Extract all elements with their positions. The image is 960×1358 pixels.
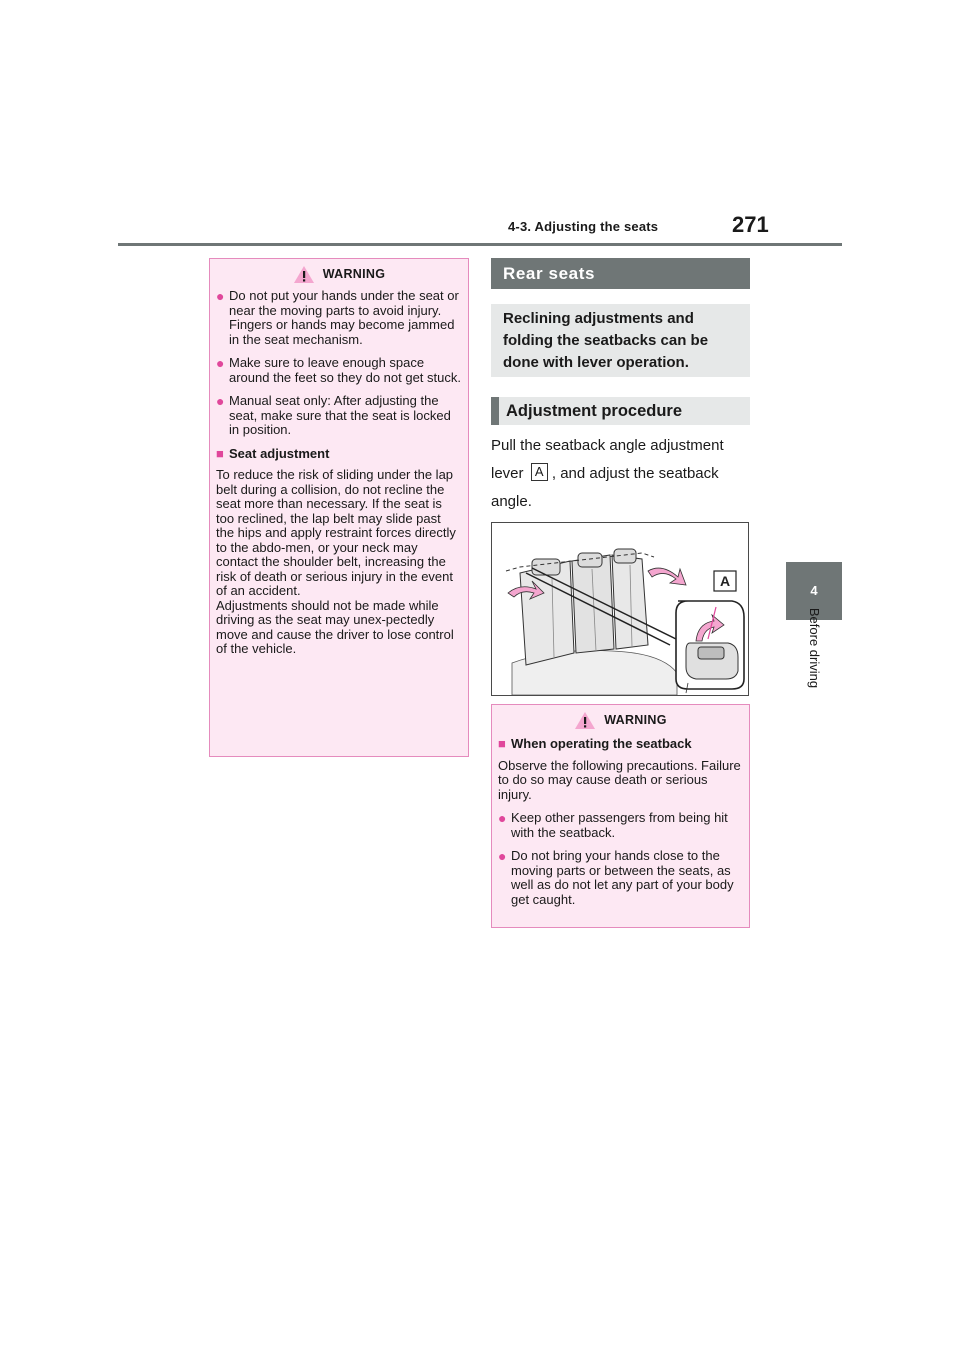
warning-title: WARNING <box>322 267 386 281</box>
bullet-dot-icon: ● <box>216 393 225 409</box>
warning-bullet <box>498 811 743 840</box>
square-bullet-icon: ■ <box>216 445 224 461</box>
warning-bullet <box>216 289 462 347</box>
left-warning-box <box>209 258 469 757</box>
rear-seats-heading: Rear seats <box>491 258 750 289</box>
warning-body <box>210 287 468 665</box>
warning-bullet <box>216 394 462 438</box>
warning-header <box>210 261 468 287</box>
warning-bullet <box>216 356 462 385</box>
warning-bullet <box>498 849 743 907</box>
warning-triangle-icon <box>574 711 596 730</box>
warning-subsection-title-text: Seat adjustment <box>229 445 330 461</box>
summary-box: Reclining adjustments and folding the seatbacks can be done with lever operation. <box>491 304 750 377</box>
warning-bullet-text: Do not bring your hands close to the moving parts or between the seats, as well as do not let any part of your body get caught. <box>511 848 734 907</box>
warning-subsection-title-text: When operating the seatback <box>511 736 692 751</box>
square-bullet-icon: ■ <box>498 736 506 751</box>
warning-body <box>492 733 749 924</box>
procedure-text-after: , and adjust the seatback angle. <box>491 465 719 510</box>
rear-seat-drawing <box>492 523 748 695</box>
section-title: 4-3. Adjusting the seats <box>508 219 659 234</box>
warning-triangle-icon <box>293 265 315 284</box>
warning-subsection-title <box>498 737 743 752</box>
warning-bullet-text: Make sure to leave enough space around the feet so they do not get stuck. <box>229 355 461 385</box>
warning-header <box>492 707 749 733</box>
chapter-tab-label: Before driving <box>807 607 822 689</box>
adjustment-procedure-heading: Adjustment procedure <box>491 397 750 425</box>
header-rule <box>118 243 842 246</box>
lever-callout-tag: A <box>531 463 548 481</box>
right-warning-box <box>491 704 750 928</box>
warning-bullet-text: Manual seat only: After adjusting the seat, make sure that the seat is locked in position. <box>229 393 451 437</box>
warning-subsection-title <box>216 447 462 462</box>
fold-arrow-icon <box>648 568 686 585</box>
warning-subsection-text: To reduce the risk of sliding under the lap belt during a collision, do not recline the seat more than necessary. If the seat is too reclined, the lap belt may slide past the hips and apply restraint forces directly to the abdo-men, or your neck may contact the shoulder belt, increasing the risk of death or serious injury in the event of an accident. Adjustments should not be made while driving as the seat may unex-pectedly move and cause the driver to lose control of the vehicle. <box>216 467 456 656</box>
page-number: 271 <box>732 212 769 237</box>
warning-intro-text: Observe the following precautions. Failure to do so may cause death or serious injury. <box>498 757 741 802</box>
chapter-tab-number: 4 <box>810 583 818 598</box>
procedure-text <box>491 432 753 516</box>
bullet-dot-icon: ● <box>498 848 507 864</box>
warning-bullet-text: Do not put your hands under the seat or near the moving parts to avoid injury. Fingers or hands may become jammed in the seat mechanism. <box>229 288 459 347</box>
illustration-callout: A <box>719 573 731 589</box>
bullet-dot-icon: ● <box>216 355 225 371</box>
bullet-dot-icon: ● <box>498 810 507 826</box>
warning-title: WARNING <box>604 713 667 727</box>
bullet-dot-icon: ● <box>216 288 225 304</box>
procedure-text-before: Pull the seatback angle adjustment lever <box>491 437 724 482</box>
warning-bullet-text: Keep other passengers from being hit with the seatback. <box>511 810 728 840</box>
seat-illustration <box>491 522 749 696</box>
